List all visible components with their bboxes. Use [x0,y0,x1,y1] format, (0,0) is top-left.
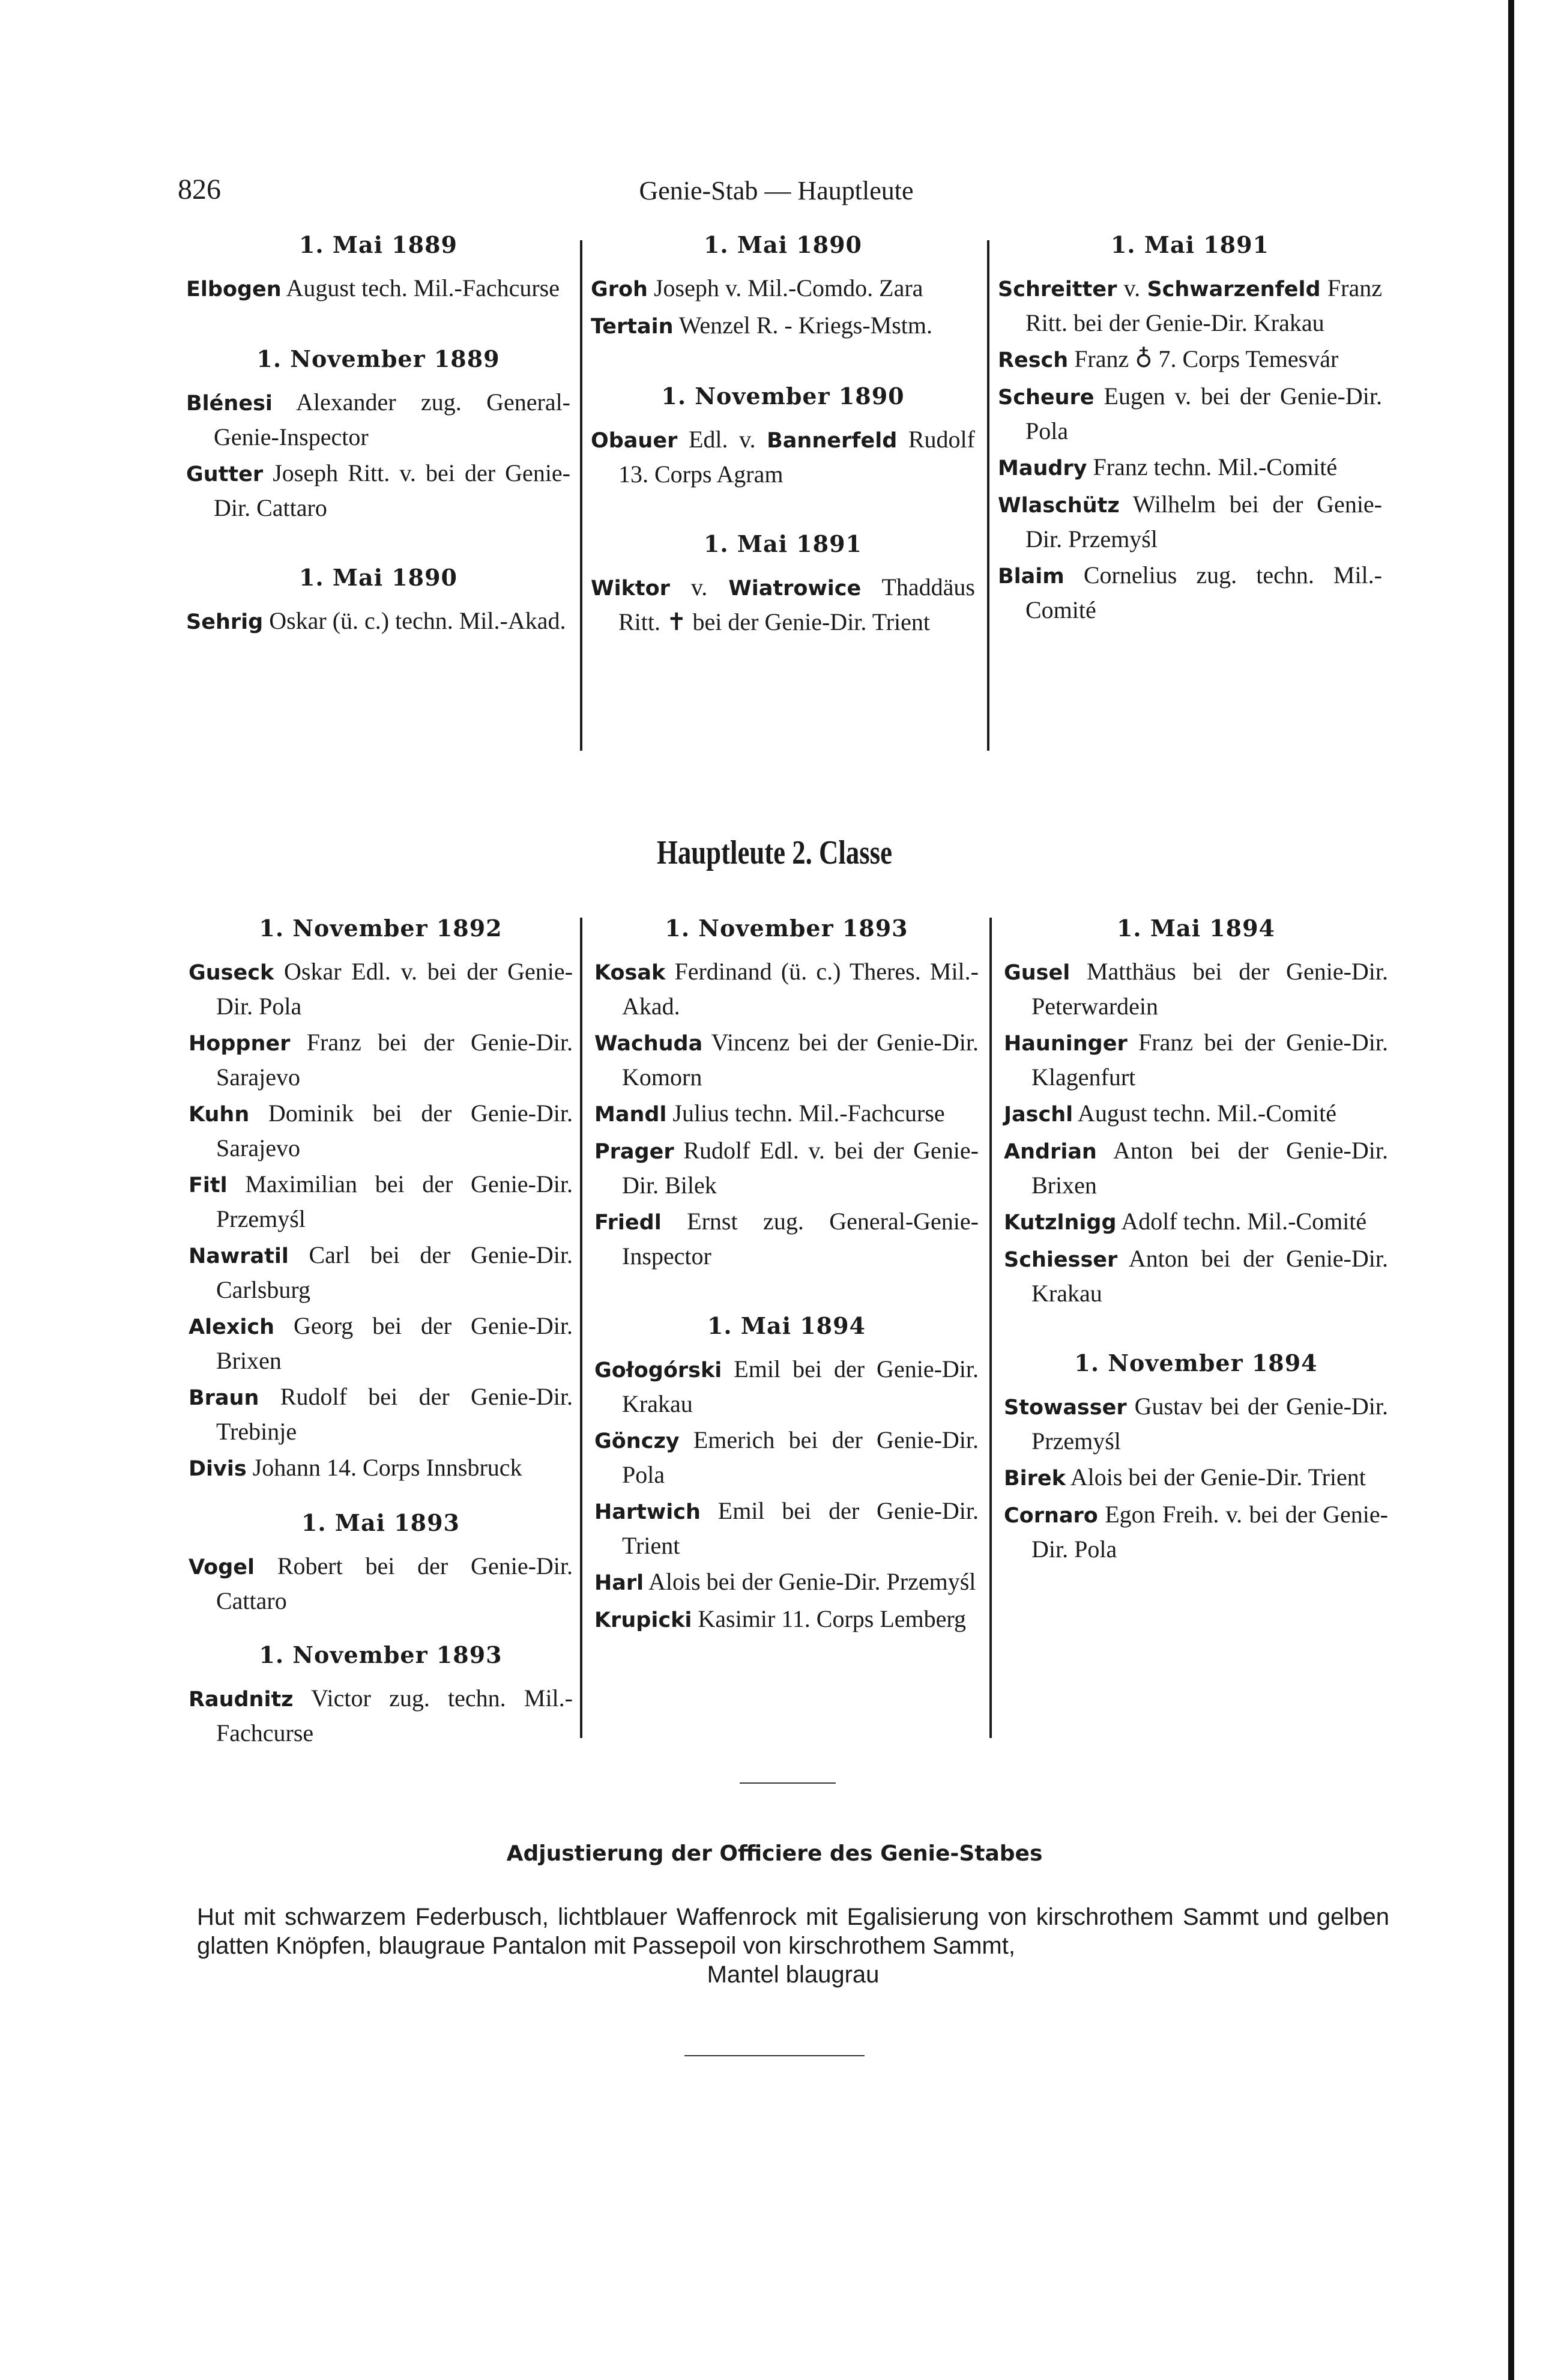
officer-surname: Divis [189,1457,247,1481]
officer-entry [591,571,975,639]
officer-entry [189,955,573,1023]
officer-details: Maximilian bei der Genie-Dir. Przemyśl [216,1170,573,1232]
officer-surname: Harl [594,1571,644,1595]
officer-surname: Hauninger [1004,1032,1128,1056]
officer-surname: Alexich [189,1315,275,1339]
officer-entry [998,488,1382,556]
section-title: Hauptleute 2. Classe [657,834,892,871]
top-column-1 [186,231,570,641]
promotion-date-heading: 1. November 1893 [665,915,908,942]
spacer [594,1276,979,1312]
officer-details: v. [1117,274,1147,301]
officer-details: Robert bei der Genie-Dir. Cattaro [216,1552,573,1614]
officer-details: Alois bei der Genie-Dir. Przemyśl [644,1568,976,1595]
section-rule [740,1782,836,1784]
officer-surname: Krupicki [594,1608,692,1632]
promotion-date-heading: 1. Mai 1894 [707,1312,866,1339]
officer-surname: Gutter [186,462,264,486]
officer-details: Johann 14. Corps Innsbruck [246,1454,522,1481]
officer-entry [998,342,1382,377]
officer-details: Julius techn. Mil.-Fachcurse [666,1100,945,1127]
officer-details: Kasimir 11. Corps Lemberg [692,1605,966,1632]
promotion-date-heading: 1. November 1890 [661,383,905,410]
uniform-text-last: Mantel blaugrau [707,1961,880,1988]
spacer [189,1620,573,1641]
officer-surname: Raudnitz [189,1688,294,1712]
officer-details: Gustav bei der Genie-Dir. Przemyśl [1031,1393,1388,1455]
officer-surname: Prager [594,1140,674,1164]
promotion-date-heading: 1. Mai 1893 [301,1509,460,1536]
officer-details: Franz techn. Mil.-Comité [1087,453,1338,480]
running-title: Genie-Stab — Hauptleute [639,176,914,205]
officer-surname: Wachuda [594,1032,703,1056]
promotion-date-heading: 1. Mai 1890 [298,564,457,591]
officer-surname: Andrian [1004,1140,1097,1164]
officer-surname: Kosak [594,961,666,985]
promotion-date-heading: 1. November 1893 [259,1641,503,1668]
officer-entry [189,1167,573,1236]
officer-details: Rudolf bei der Genie-Dir. Trebinje [216,1383,573,1445]
officer-details: Emerich bei der Genie-Dir. Pola [622,1426,979,1488]
officer-details: Adolf techn. Mil.-Comité [1116,1208,1367,1235]
officer-surname: Braun [189,1386,259,1410]
officer-surname: Mandl [594,1103,667,1127]
officer-details: Ferdinand (ü. c.) Theres. Mil.-Akad. [622,958,979,1020]
officer-surname: Hoppner [189,1032,291,1056]
officer-entry [594,1494,979,1563]
officer-surname: Resch [998,348,1069,372]
officer-entry [189,1026,573,1094]
officer-entry [1004,1205,1388,1240]
officer-entry [189,1309,573,1378]
officer-details: Franz bei der Genie-Dir. Klagenfurt [1031,1029,1388,1091]
page-header [178,173,1375,215]
officer-surname: Stowasser [1004,1396,1127,1420]
officer-surname: Schreitter [998,277,1117,301]
officer-surname: Fitl [189,1173,228,1198]
officer-predicate: Bannerfeld [767,429,898,453]
officer-entry [594,1026,979,1094]
officer-details: Joseph v. Mil.-Comdo. Zara [647,274,923,301]
column-divider [987,240,989,751]
officer-entry [594,1205,979,1273]
page-number: 826 [178,174,221,205]
officer-details: August tech. Mil.-Fachcurse [281,274,560,301]
bottom-column-2 [594,914,979,1640]
officer-details: Matthäus bei der Genie-Dir. Peterwardein [1031,958,1388,1020]
promotion-date-heading: 1. Mai 1890 [703,231,862,258]
officer-entry [1004,1498,1388,1566]
officer-entry [594,1134,979,1202]
promotion-date-heading: 1. Mai 1891 [703,530,862,557]
officer-surname: Friedl [594,1211,662,1235]
officer-surname: Obauer [591,429,678,453]
officer-surname: Wiktor [591,577,670,601]
spacer [186,309,570,345]
uniform-text [197,1903,1389,1989]
officer-details: v. [669,574,729,601]
officer-details: Joseph Ritt. v. bei der Genie-Dir. Cattaro [214,459,570,521]
officer-surname: Birek [1004,1467,1066,1491]
officer-surname: Groh [591,277,648,301]
officer-entry [591,423,975,491]
officer-entry [998,559,1382,627]
top-column-3 [998,231,1382,629]
officer-entry [186,271,570,306]
officer-entry [591,309,975,344]
officer-details: Emil bei der Genie-Dir. Krakau [622,1355,979,1417]
officer-details: Rudolf Edl. v. bei der Genie-Dir. Bilek [622,1137,979,1199]
officer-entry [998,271,1382,340]
promotion-date-heading: 1. Mai 1889 [298,231,457,258]
column-divider [580,918,582,1738]
bottom-column-3 [1004,914,1388,1569]
officer-surname: Blénesi [186,392,273,416]
officer-surname: Gönczy [594,1429,680,1453]
officer-surname: Gołogórski [594,1358,722,1382]
officer-surname: Guseck [189,961,274,985]
officer-surname: Schiesser [1004,1248,1118,1272]
promotion-date-heading: 1. Mai 1894 [1116,915,1275,942]
promotion-date-heading: 1. Mai 1891 [1110,231,1269,258]
officer-details: August techn. Mil.-Comité [1073,1100,1337,1127]
officer-details: Wilhelm bei der Genie-Dir. Przemyśl [1025,491,1382,553]
officer-surname: Nawratil [189,1244,289,1268]
officer-entry [998,380,1382,448]
officer-entry [594,1602,979,1637]
officer-surname: Wlaschütz [998,494,1120,518]
spacer [591,346,975,382]
spacer [591,494,975,530]
column-divider [580,240,582,751]
officer-entry [1004,1097,1388,1131]
officer-details: Rudolf 13. Corps Agram [618,426,975,488]
officer-details: Alexander zug. General-Genie-Inspector [214,389,570,450]
officer-surname: Vogel [189,1555,255,1579]
spacer [186,527,570,563]
uniform-title: Adjustierung der Officiere des Genie-Stabes [506,1841,1043,1866]
officer-details: Georg bei der Genie-Dir. Brixen [216,1312,573,1374]
officer-surname: Scheure [998,386,1095,410]
officer-surname: Elbogen [186,277,282,301]
promotion-date-heading: 1. November 1889 [256,345,500,372]
promotion-date-heading: 1. November 1894 [1074,1349,1318,1376]
bottom-column-1 [189,914,573,1752]
officer-details: Franz Ritt. bei der Genie-Dir. Krakau [1025,274,1383,336]
officer-surname: Tertain [591,315,674,339]
officer-entry [594,1097,979,1131]
column-divider [989,918,992,1738]
officer-entry [1004,1390,1388,1458]
top-column-2 [591,231,975,641]
officer-entry [998,450,1382,485]
officer-surname: Kutzlnigg [1004,1211,1117,1235]
officer-entry [186,386,570,454]
officer-details: Franz bei der Genie-Dir. Sarajevo [216,1029,573,1091]
officer-surname: Gusel [1004,961,1070,985]
officer-entry [186,604,570,639]
officer-entry [1004,1461,1388,1495]
officer-details: Oskar (ü. c.) techn. Mil.-Akad. [263,607,566,634]
officer-entry [189,1451,573,1486]
officer-surname: Jaschl [1004,1103,1073,1127]
officer-entry [189,1380,573,1449]
officer-details: Carl bei der Genie-Dir. Carlsburg [216,1241,573,1303]
officer-details: Egon Freih. v. bei der Genie-Dir. Pola [1031,1501,1388,1563]
officer-entry [186,456,570,525]
officer-entry [591,271,975,306]
officer-entry [189,1238,573,1307]
officer-predicate: Schwarzenfeld [1147,277,1321,301]
officer-details: Anton bei der Genie-Dir. Krakau [1031,1245,1388,1307]
closing-rule [684,2055,865,2056]
officer-details: Emil bei der Genie-Dir. Trient [622,1497,979,1559]
officer-surname: Blaim [998,565,1064,589]
officer-details: Eugen v. bei der Genie-Dir. Pola [1025,383,1382,444]
officer-surname: Hartwich [594,1500,701,1524]
officer-entry [594,1565,979,1600]
officer-details: Alois bei der Genie-Dir. Trient [1065,1464,1366,1491]
uniform-text-main: Hut mit schwarzem Federbusch, lichtblauer Waffenrock mit Egalisierung von kirschrothem Sammt und gelben glatten Knöpfen, blaugraue Pantalon mit Passepoil von kirschrothem Sammt, [197,1904,1389,1959]
spacer [189,1488,573,1509]
officer-entry [189,1097,573,1165]
promotion-date-heading: 1. November 1892 [259,915,503,942]
spacer [1004,1313,1388,1349]
officer-entry [189,1549,573,1618]
officer-surname: Maudry [998,456,1087,480]
officer-entry [1004,1242,1388,1310]
officer-details: Wenzel R. - Kriegs-Mstm. [673,312,933,339]
officer-details: Victor zug. techn. Mil.-Fachcurse [216,1685,573,1746]
officer-surname: Sehrig [186,610,264,634]
officer-entry [594,1423,979,1492]
officer-details: Franz ♁ 7. Corps Temesvár [1068,345,1339,372]
officer-entry [594,955,979,1023]
officer-details: Vincenz bei der Genie-Dir. Komorn [622,1029,979,1091]
page-edge [1508,0,1514,2380]
officer-predicate: Wiatrowice [728,577,862,601]
officer-details: Oskar Edl. v. bei der Genie-Dir. Pola [216,958,573,1020]
officer-details: Edl. v. [677,426,767,453]
officer-surname: Cornaro [1004,1504,1098,1528]
officer-details: Cornelius zug. techn. Mil.-Comité [1025,562,1382,623]
officer-details: Ernst zug. General-Genie-Inspector [622,1208,979,1270]
officer-entry [1004,1026,1388,1094]
officer-entry [594,1352,979,1421]
officer-details: Anton bei der Genie-Dir. Brixen [1031,1137,1388,1199]
officer-details: Thaddäus Ritt. ✝ bei der Genie-Dir. Trient [618,574,975,635]
officer-entry [189,1682,573,1750]
officer-details: Dominik bei der Genie-Dir. Sarajevo [216,1100,573,1161]
officer-surname: Kuhn [189,1103,250,1127]
officer-entry [1004,955,1388,1023]
officer-entry [1004,1134,1388,1202]
